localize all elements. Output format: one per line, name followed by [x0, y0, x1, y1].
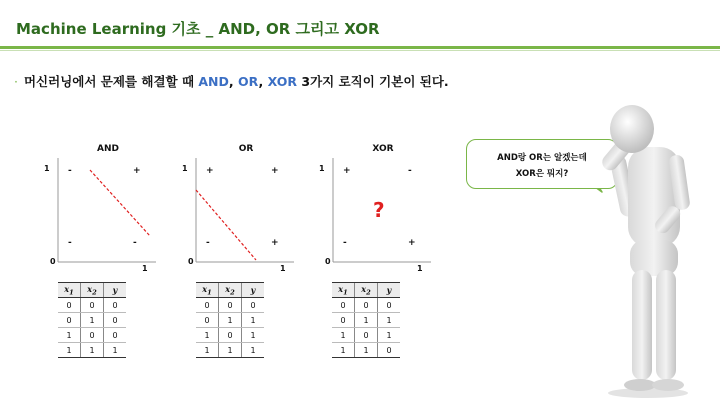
table-cell: 0	[355, 328, 378, 343]
table-cell: 0	[332, 298, 355, 313]
plot-title: AND	[97, 144, 119, 154]
table-cell: 1	[355, 313, 378, 328]
column-header: y	[104, 283, 127, 298]
bullet-separator: ,	[228, 74, 238, 89]
point-symbol: +	[408, 238, 416, 248]
title-divider	[0, 46, 720, 49]
table-row	[332, 343, 400, 358]
bullet-suffix: 3가지 로직이 기본이 된다.	[297, 74, 449, 89]
table-row	[58, 328, 126, 343]
table-cell: 1	[355, 343, 378, 358]
table-cell: 0	[219, 298, 242, 313]
x-tick-1: 1	[280, 264, 286, 273]
title-divider-light	[0, 50, 720, 51]
column-header: y	[242, 283, 265, 298]
bullet-text	[14, 72, 449, 90]
thinking-person-figure	[590, 95, 700, 400]
bubble-line-1: AND랑 OR는 알겠는데	[497, 153, 587, 163]
plot-axes	[38, 140, 158, 275]
column-header: $x_2$	[81, 283, 104, 298]
table-cell: 1	[378, 313, 401, 328]
point-symbol: -	[206, 238, 210, 248]
y-tick-1: 1	[319, 164, 325, 173]
point-symbol: +	[206, 166, 214, 176]
table-cell: 0	[242, 298, 265, 313]
truth-table-xor	[332, 282, 400, 358]
header-sub: 1	[69, 288, 74, 297]
y-tick-1: 1	[44, 164, 50, 173]
table-cell: 0	[332, 313, 355, 328]
decision-line	[196, 190, 256, 260]
point-symbol: -	[68, 238, 72, 248]
table-header-row	[58, 283, 126, 298]
table-cell: 1	[219, 313, 242, 328]
x-tick-1: 1	[417, 264, 423, 273]
y-tick-1: 1	[182, 164, 188, 173]
bullet-prefix: 머신러닝에서 문제를 해결할 때	[23, 74, 199, 89]
table-row	[332, 328, 400, 343]
table-cell: 1	[332, 343, 355, 358]
table-cell: 0	[58, 313, 81, 328]
table-cell: 0	[355, 298, 378, 313]
plot-xor	[313, 140, 433, 275]
column-header: $x_1$	[196, 283, 219, 298]
column-header: $x_2$	[355, 283, 378, 298]
table-row	[196, 313, 264, 328]
x-tick-1: 1	[142, 264, 148, 273]
table-cell: 1	[332, 328, 355, 343]
decision-line	[90, 170, 150, 236]
header-sub: 2	[366, 288, 371, 297]
table-cell: 0	[219, 328, 242, 343]
column-header: $x_1$	[332, 283, 355, 298]
table-cell: 0	[196, 298, 219, 313]
table-cell: 0	[58, 298, 81, 313]
table-cell: 1	[219, 343, 242, 358]
table-row	[58, 343, 126, 358]
plot-title: OR	[238, 144, 254, 154]
table-row	[196, 328, 264, 343]
table-row	[58, 313, 126, 328]
table-cell: 0	[81, 328, 104, 343]
table-cell: 1	[196, 328, 219, 343]
table-cell: 1	[81, 313, 104, 328]
table-cell: 0	[81, 298, 104, 313]
plot-title: XOR	[372, 144, 394, 154]
origin-label: 0	[50, 257, 56, 266]
table-row	[196, 298, 264, 313]
plot-or	[176, 140, 296, 275]
question-mark: ?	[373, 198, 385, 222]
table-cell: 1	[104, 343, 127, 358]
table-row	[332, 313, 400, 328]
table-cell: 0	[104, 313, 127, 328]
header-sub: 1	[343, 288, 348, 297]
header-sub: 2	[230, 288, 235, 297]
point-symbol: -	[408, 166, 412, 176]
table-cell: 1	[58, 343, 81, 358]
plot-axes	[176, 140, 296, 275]
table-cell: 1	[58, 328, 81, 343]
table-cell: 1	[81, 343, 104, 358]
column-header: $x_2$	[219, 283, 242, 298]
point-symbol: +	[271, 238, 279, 248]
table-header-row	[332, 283, 400, 298]
bubble-line-2: XOR은 뭐지?	[515, 169, 569, 179]
table-cell: 0	[196, 313, 219, 328]
table-cell: 0	[378, 298, 401, 313]
page-title: Machine Learning 기초 _ AND, OR 그리고 XOR	[16, 20, 380, 38]
table-cell: 1	[378, 328, 401, 343]
table-cell: 0	[104, 298, 127, 313]
point-symbol: +	[133, 166, 141, 176]
table-cell: 1	[242, 343, 265, 358]
table-row	[58, 298, 126, 313]
point-symbol: +	[271, 166, 279, 176]
table-header-row	[196, 283, 264, 298]
truth-table-and	[58, 282, 126, 358]
point-symbol: -	[343, 238, 347, 248]
keyword-or: OR	[238, 74, 259, 89]
table-cell: 1	[242, 328, 265, 343]
truth-table-or	[196, 282, 264, 358]
header-sub: 2	[92, 288, 97, 297]
column-header: y	[378, 283, 401, 298]
table-cell: 1	[242, 313, 265, 328]
point-symbol: +	[343, 166, 351, 176]
table-cell: 0	[378, 343, 401, 358]
bullet-separator: ,	[258, 74, 268, 89]
bullet-dot: ·	[14, 74, 18, 89]
point-symbol: -	[68, 166, 72, 176]
column-header: $x_1$	[58, 283, 81, 298]
point-symbol: -	[133, 238, 137, 248]
origin-label: 0	[325, 257, 331, 266]
plot-and	[38, 140, 158, 275]
origin-label: 0	[188, 257, 194, 266]
table-cell: 0	[104, 328, 127, 343]
table-row	[332, 298, 400, 313]
keyword-xor: XOR	[267, 74, 298, 89]
keyword-and: AND	[198, 74, 229, 89]
header-sub: 1	[207, 288, 212, 297]
table-cell: 1	[196, 343, 219, 358]
table-row	[196, 343, 264, 358]
